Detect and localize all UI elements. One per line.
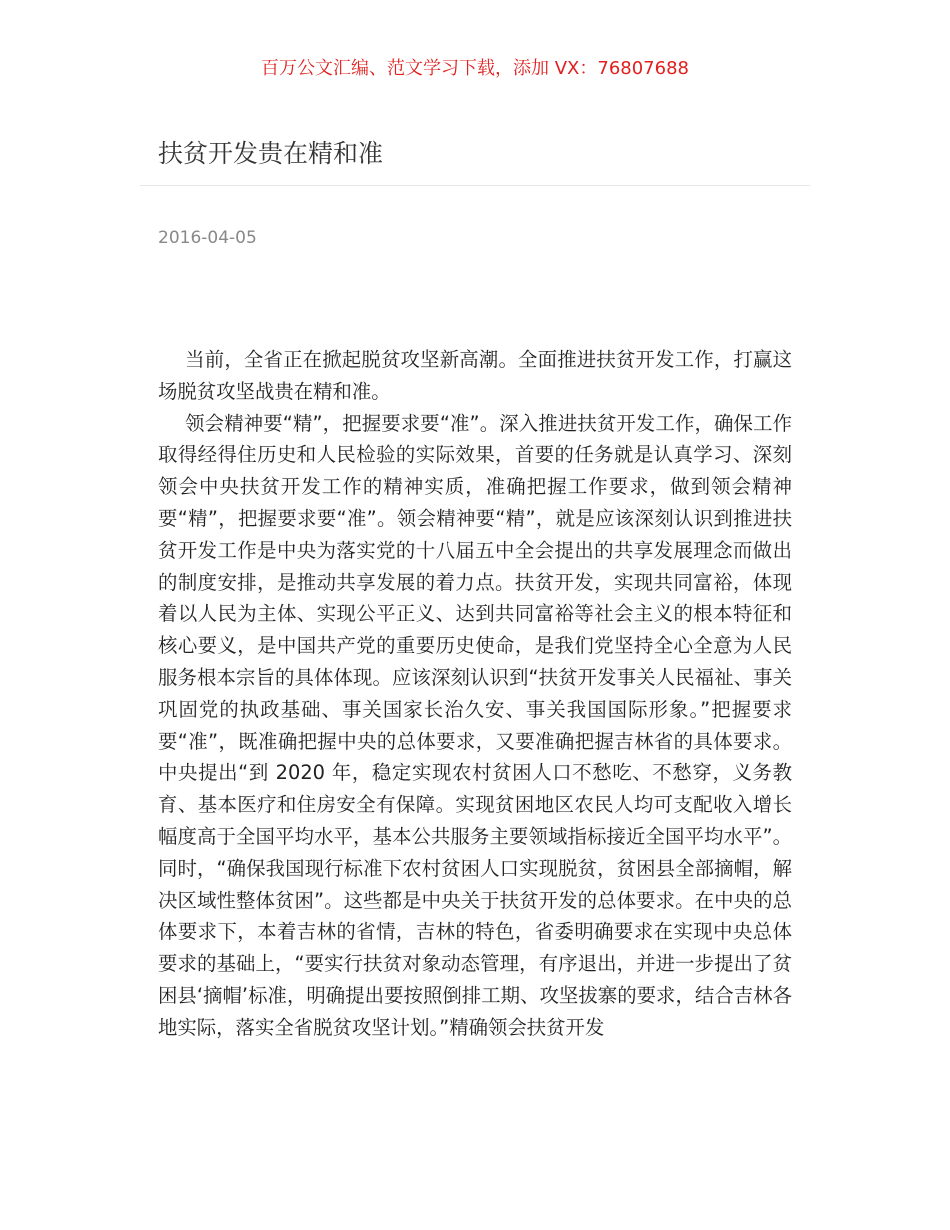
title-divider [140,185,810,186]
promo-banner: 百万公文汇编、范文学习下载，添加 VX：76807688 [261,58,689,79]
paragraph-intro: 当前，全省正在掀起脱贫攻坚新高潮。全面推进扶贫开发工作，打赢这场脱贫攻坚战贵在精和准。 [158,348,792,403]
article-body [158,344,792,1044]
paragraph-main: 领会精神要“精”，把握要求要“准”。深入推进扶贫开发工作，确保工作取得经得住历史和人民检验的实际效果，首要的任务就是认真学习、深刻领会中央扶贫开发工作的精神实质，准确把握工作要求，做到领会精神要“精”，把握要求要“准”。领会精神要“精”，就是应该深刻认识到推进扶贫开发工作是中央为落实党的十八届五中全会提出的共享发展理念而做出的制度安排，是推动共享发展的着力点。扶贫开发，实现共同富裕，体现着以人民为主体、实现公平正义、达到共同富裕等社会主义的根本特征和核心要义，是中国共产党的重要历史使命，是我们党坚持全心全意为人民服务根本宗旨的具体体现。应该深刻认识到“扶贫开发事关人民福祉、事关巩固党的执政基础、事关国家长治久安、事关我国国际形象。”把握要求要“准”，既准确把握中央的总体要求，又要准确把握吉林省的具体要求。中央提出“到 2020 年，稳定实现农村贫困人口不愁吃、不愁穿，义务教育、基本医疗和住房安全有保障。实现贫困地区农民人均可支配收入增长幅度高于全国平均水平，基本公共服务主要领域指标接近全国平均水平”。同时，“确保我国现行标准下农村贫困人口实现脱贫，贫困县全部摘帽，解决区域性整体贫困”。这些都是中央关于扶贫开发的总体要求。在中央的总体要求下，本着吉林的省情，吉林的特色，省委明确要求在实现中央总体要求的基础上，“要实行扶贫对象动态管理，有序退出，并进一步提出了贫困县‘摘帽’标准，明确提出要按照倒排工期、攻坚拔寨的要求，结合吉林各地实际，落实全省脱贫攻坚计划。”精确领会扶贫开发 [158,411,792,1039]
article-title: 扶贫开发贵在精和准 [158,139,384,168]
publish-date: 2016-04-05 [158,228,257,248]
